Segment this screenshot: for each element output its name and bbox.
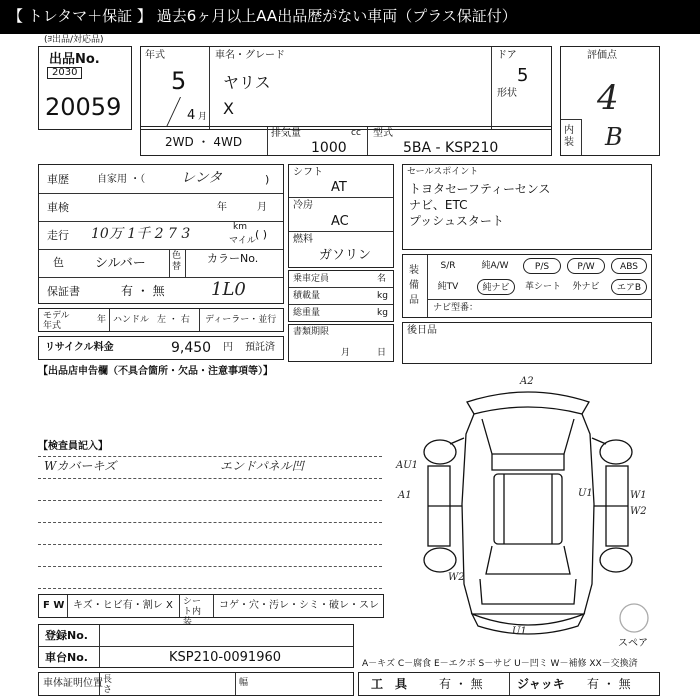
inspection-month: 月 xyxy=(257,202,267,213)
seller-notes-label: 【出品店申告欄（不具合箇所・欠品・注意事項等）】 xyxy=(38,366,273,377)
load-label: 積載量 xyxy=(293,291,321,301)
fw-items: キズ・ヒビ有・割レ X xyxy=(73,600,173,611)
cert-row xyxy=(38,672,354,696)
back-order-box xyxy=(402,322,652,364)
condition-row xyxy=(38,594,384,627)
chassis-label: 車台No. xyxy=(45,651,88,664)
damage-mark: W2 xyxy=(630,506,647,517)
cert-label: 車体証明位置 xyxy=(43,678,103,689)
equipment-ps: P/S xyxy=(523,258,561,274)
details-middle xyxy=(288,164,394,268)
warranty-label: 保証書 xyxy=(47,285,80,298)
mileage-paren: ( ) xyxy=(255,228,268,241)
inspector-note: エンドパネル凹 xyxy=(220,459,304,473)
expiry-month: 月 xyxy=(341,348,351,358)
equipment-ext-navi: 外ナビ xyxy=(572,282,600,292)
registration-box xyxy=(38,624,354,668)
mileage-unit-km: km xyxy=(233,222,247,232)
shape-label: 形状 xyxy=(497,88,517,99)
equipment-label: 装備品 xyxy=(409,265,419,306)
chassis-value: KSP210-0091960 xyxy=(169,650,282,665)
ac-value: AC xyxy=(331,214,349,229)
banner xyxy=(0,0,700,34)
damage-mark: A2 xyxy=(520,376,534,387)
capacity-box xyxy=(288,270,394,322)
recycle-status: 預託済 xyxy=(245,342,275,353)
fw-label: F W xyxy=(43,600,65,611)
width-label: 幅 xyxy=(239,678,249,688)
warranty-value: 有 ・ 無 xyxy=(121,284,165,298)
capacity-label: 乗車定員 xyxy=(293,274,330,284)
inspection-label: 車検 xyxy=(47,201,69,214)
damage-mark: A1 xyxy=(398,490,412,501)
year-value: 5 xyxy=(171,67,187,95)
score: 4 xyxy=(597,78,619,118)
recycle-unit: 円 xyxy=(223,342,233,353)
doors: 5 xyxy=(517,65,529,86)
displacement: 1000 xyxy=(311,140,347,156)
seat-label: シート内装 xyxy=(183,597,202,627)
interior-label: 内装 xyxy=(564,125,574,148)
car-damage-diagram xyxy=(392,374,664,658)
navi-model-label: ナビ型番： xyxy=(433,303,479,313)
banner-text: 【 トレタマ＋保証 】 過去6ヶ月以上AA出品歴がない車両（プラス保証付） xyxy=(8,7,517,25)
inspection-year: 年 xyxy=(217,202,227,213)
score-label: 評価点 xyxy=(587,50,617,61)
fuel-label: 燃料 xyxy=(293,234,313,245)
equipment-abs: ABS xyxy=(611,258,647,274)
dealer-label: ディーラー・並行 xyxy=(205,315,277,325)
grade: X xyxy=(223,99,234,118)
drive: 2WD ・ 4WD xyxy=(165,135,243,149)
color-label: 色 xyxy=(53,256,64,269)
inspector-lines xyxy=(38,456,382,590)
model: 5BA - KSP210 xyxy=(403,140,499,156)
damage-mark: W1 xyxy=(630,490,647,501)
back-label: 後日品 xyxy=(407,325,437,336)
mileage-label: 走行 xyxy=(47,229,69,242)
equipment-pw: P/W xyxy=(567,258,605,274)
fuel-value: ガソリン xyxy=(319,248,372,263)
damage-mark: W2 xyxy=(448,572,465,583)
damage-mark: U1 xyxy=(512,626,527,637)
equipment-tv: 純TV xyxy=(437,282,459,292)
equipment-airbag: エアB xyxy=(611,279,647,295)
car-name: ヤリス xyxy=(223,73,271,92)
equipment-box xyxy=(402,254,652,318)
history-close: ) xyxy=(265,173,270,186)
color-no-label: カラーNo. xyxy=(207,252,259,265)
sales-label: セールスポイント xyxy=(407,167,479,177)
expiry-box xyxy=(288,324,394,362)
history-options: 自家用 ・（ xyxy=(97,174,146,185)
sales-point: プッシュスタート xyxy=(409,214,504,228)
inspector-label: 【検査員記入】 xyxy=(38,441,108,452)
interior: B xyxy=(605,123,623,151)
shift-label: シフト xyxy=(293,167,323,178)
year-label: 年式 xyxy=(145,50,165,61)
jack-label: ジャッキ xyxy=(517,677,565,691)
history-value: レンタ xyxy=(181,170,223,186)
displacement-label: 排気量 xyxy=(271,128,301,139)
recycle-row xyxy=(38,336,284,360)
month-value: 4 xyxy=(187,108,196,123)
lot-box xyxy=(38,46,132,130)
model-year-unit: 年 xyxy=(97,315,107,325)
tools-label: 工 具 xyxy=(371,677,408,691)
vehicle-header xyxy=(140,46,552,130)
model-label: 型式 xyxy=(373,128,393,139)
expiry-day: 日 xyxy=(377,348,387,358)
equipment-aw: 純A/W xyxy=(481,261,509,271)
length-label: 長さ xyxy=(103,675,113,695)
tools-value: 有 ・ 無 xyxy=(439,677,483,691)
details-left xyxy=(38,164,284,304)
sales-points-box xyxy=(402,164,652,250)
color-no: 1L0 xyxy=(211,279,246,300)
damage-mark: U1 xyxy=(578,488,593,499)
name-label: 車名・グレード xyxy=(215,50,285,61)
color-change-label: 色替 xyxy=(172,251,182,272)
equipment-sr: S/R xyxy=(440,261,456,271)
ac-label: 冷房 xyxy=(293,200,313,211)
color-value: シルバー xyxy=(95,256,146,271)
spare-label: スペア xyxy=(618,638,648,649)
drive-row xyxy=(140,126,552,156)
recycle-value: 9,450 xyxy=(171,340,212,356)
expiry-label: 書類期限 xyxy=(293,327,330,337)
reg-label: 登録No. xyxy=(45,629,88,642)
inspector-note: Wカバーキズ xyxy=(44,459,117,473)
lot-label: 出品No. xyxy=(49,52,100,67)
capacity-unit: 名 xyxy=(377,274,387,284)
model-year-label: モデル年式 xyxy=(43,311,70,331)
lot-number: 20059 xyxy=(45,93,122,121)
score-box xyxy=(560,46,660,156)
handle-label: ハンドル xyxy=(113,315,150,325)
weight-unit: kg xyxy=(377,308,388,318)
displacement-unit: cc xyxy=(351,128,361,138)
equipment-leather: 革シート xyxy=(524,282,561,292)
seat-items: コゲ・穴・汚レ・シミ・破レ・スレ xyxy=(219,600,379,611)
mileage-value: 10万 1千 2 7 3 xyxy=(91,226,191,242)
jack-value: 有 ・ 無 xyxy=(587,677,631,691)
lot-tag: 2030 xyxy=(47,67,82,79)
sales-point: ナビ、ETC xyxy=(409,198,468,212)
sales-point: トヨタセーフティーセンス xyxy=(409,182,551,196)
tools-row xyxy=(358,672,660,696)
recycle-label: リサイクル料金 xyxy=(45,342,114,353)
damage-legend: A－キズ C－腐食 E－エクボ S－サビ U－凹ミ W－補修 XX－交換済 xyxy=(362,659,638,669)
month-unit: 月 xyxy=(198,112,208,122)
shift-value: AT xyxy=(331,180,347,195)
model-year-row xyxy=(38,308,284,332)
history-label: 車歴 xyxy=(47,173,69,186)
weight-label: 総重量 xyxy=(293,308,321,318)
door-label: ドア xyxy=(497,50,517,61)
damage-mark: AU1 xyxy=(396,460,419,471)
handle-value: 左 ・ 右 xyxy=(157,315,190,325)
sub-label: (ﾖ出品/対応品) xyxy=(44,35,104,45)
mileage-unit-mile: マイル xyxy=(229,236,256,246)
equipment-navi: 純ナビ xyxy=(477,279,515,295)
load-unit: kg xyxy=(377,291,388,301)
